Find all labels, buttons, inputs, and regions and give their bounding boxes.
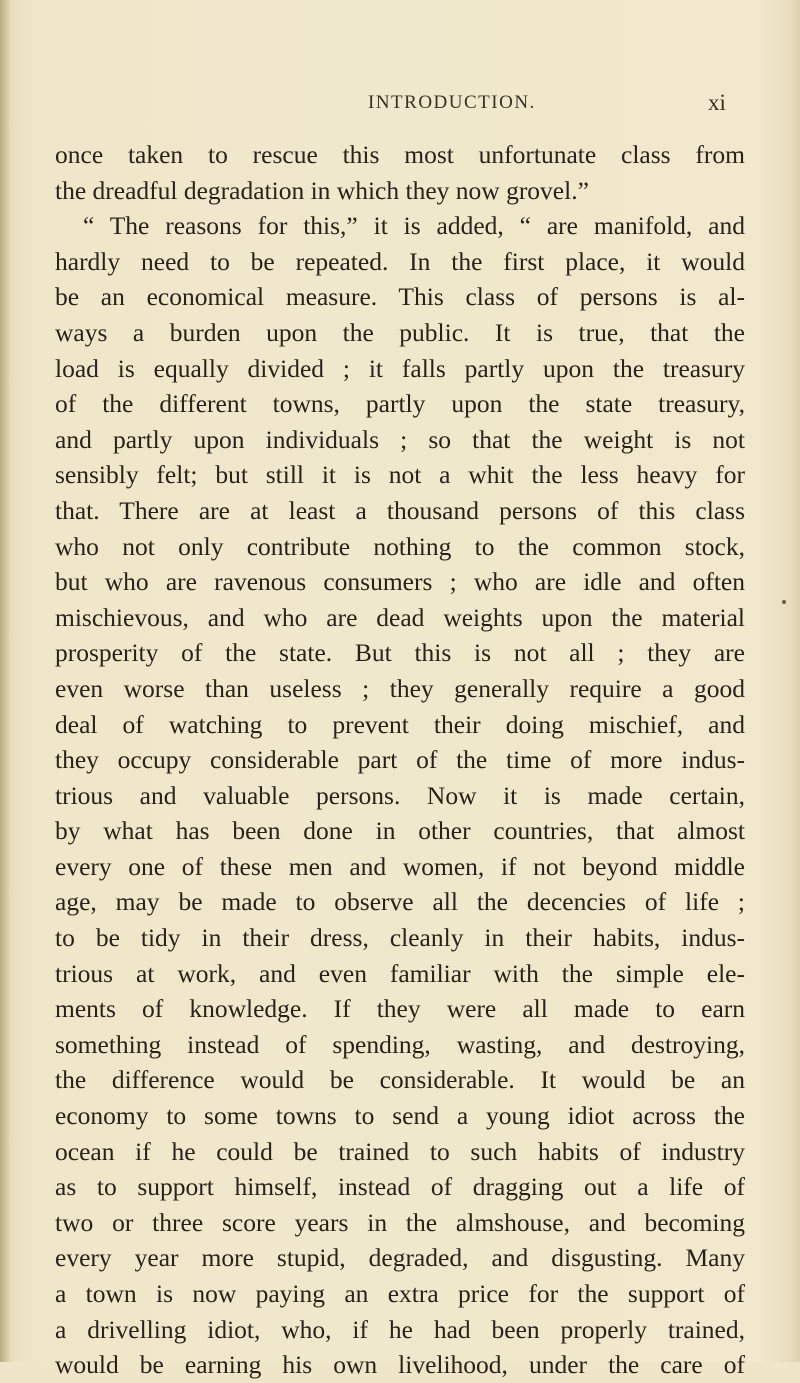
text-line: a town is now paying an extra price for the support of [55,1279,745,1308]
text-line: a drivelling idiot, who, if he had been properly trained, [55,1314,745,1344]
gutter-shadow [0,0,10,1362]
text-line: ments of knowledge. If they were all made to earn [55,994,745,1024]
text-line: of the different towns, partly upon the state treasury, [55,389,745,419]
text-line: sensibly felt; but still it is not a whit the less heavy for [55,460,745,490]
text-line: every year more stupid, degraded, and disgusting. Many [55,1243,745,1273]
running-head-title: INTRODUCTION. [368,92,536,113]
text-line: but who are ravenous consumers ; who are idle and often [55,567,745,597]
text-line: prosperity of the state. But this is not all ; they are [55,638,745,668]
page-number: xi [708,90,726,115]
text-line: economy to some towns to send a young idiot across the [55,1101,745,1131]
text-line: the difference would be considerable. It would be an [55,1065,745,1095]
text-line: that. There are at least a thousand persons of this class [55,495,745,525]
text-line: the dreadful degradation in which they now grovel.” [55,175,589,205]
text-line: be an economical measure. This class of persons is al- [55,282,745,312]
text-line: ways a burden upon the public. It is true, that the [55,317,745,347]
text-line: load is equally divided ; it falls partly upon the treasury [55,353,745,383]
text-line: age, may be made to observe all the decencies of life ; [55,887,745,917]
margin-mark [782,600,786,604]
text-line: every one of these men and women, if not beyond middle [55,851,745,881]
text-line: would be earning his own livelihood, under the care of [55,1350,745,1380]
running-head [0,92,800,122]
text-line: something instead of spending, wasting, and destroying, [55,1029,745,1059]
text-line: to be tidy in their dress, cleanly in their habits, indus- [55,923,745,953]
text-line: trious at work, and even familiar with the simple ele- [55,958,745,988]
text-line: by what has been done in other countries, that almost [55,816,745,846]
text-line: two or three score years in the almshouse, and becoming [55,1207,745,1237]
text-line: ocean if he could be trained to such habits of industry [55,1136,745,1166]
text-line: even worse than useless ; they generally require a good [55,673,745,703]
text-line: deal of watching to prevent their doing mischief, and [55,709,745,739]
text-line: as to support himself, instead of dragging out a life of [55,1172,745,1202]
text-line: once taken to rescue this most unfortunate class from [55,140,745,169]
text-line: who not only contribute nothing to the common stock, [55,531,745,561]
text-line: “ The reasons for this,” it is added, “ are manifold, and [83,211,745,241]
text-line: hardly need to be repeated. In the first place, it would [55,246,745,276]
text-line: mischievous, and who are dead weights upon the material [55,602,745,632]
text-line: they occupy considerable part of the time of more indus- [55,745,745,775]
text-line: and partly upon individuals ; so that the weight is not [55,424,745,454]
text-line: trious and valuable persons. Now it is made certain, [55,780,745,810]
body-text [55,137,745,1383]
